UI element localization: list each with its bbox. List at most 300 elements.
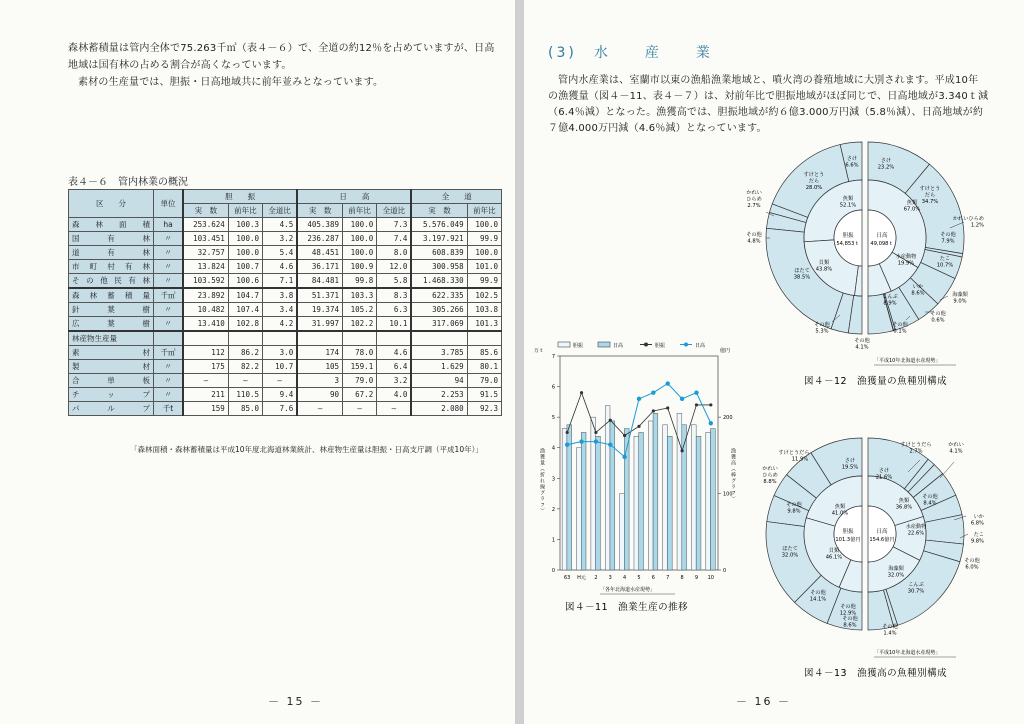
table-cell: 99.8 xyxy=(342,274,376,289)
legend-label: 日高 xyxy=(695,343,706,349)
pie-inner-value: 19.9% xyxy=(897,260,915,267)
chart-title: 図４－12 漁獲量の魚種別構成 xyxy=(804,376,948,387)
pie-inner-value: 52.1% xyxy=(839,202,857,209)
table-cell: 100.0 xyxy=(342,218,376,232)
line-point xyxy=(680,397,684,401)
row-label: 森林蓄積量 xyxy=(69,288,154,303)
table-cell: 622.335 xyxy=(411,288,467,303)
line-point xyxy=(565,442,569,446)
pie-slice-label: ひらめ xyxy=(746,196,762,203)
y-left-tick-label: 7 xyxy=(551,354,555,360)
pie-slice-label: かれい xyxy=(746,190,762,196)
pie-center-label: 日高 xyxy=(876,233,888,239)
line-point xyxy=(694,390,698,394)
row-unit: 〃 xyxy=(154,232,184,246)
table-cell: 102.8 xyxy=(228,317,262,332)
table-cell: 100.0 xyxy=(467,218,501,232)
row-unit: 〃 xyxy=(154,360,184,374)
page-number-16: － 16 － xyxy=(736,695,791,708)
bar-hidaka xyxy=(581,432,586,570)
table-cell: 103.592 xyxy=(183,274,228,289)
table-cell: 100.7 xyxy=(228,260,262,274)
sub-header: 実 数 xyxy=(183,204,228,218)
pie-inner-value: 43.8% xyxy=(815,266,833,273)
table-cell: 99.9 xyxy=(467,232,501,246)
pie-slice-value: 4.8% xyxy=(747,238,761,245)
bar-iburi xyxy=(634,436,639,570)
y-left-tick-label: 1 xyxy=(551,537,555,544)
row-label: 林産物生産量 xyxy=(69,331,154,346)
sub-header: 前年比 xyxy=(228,204,262,218)
bar-iburi xyxy=(691,425,696,570)
pie-slice-label: その他 xyxy=(892,322,908,328)
pie-slice-label: ほたて xyxy=(794,268,810,274)
table-cell: 5.8 xyxy=(377,274,412,289)
legend-label: 日高 xyxy=(613,343,624,349)
pie-slice-label: だら xyxy=(808,178,820,185)
pie-slice-label: かれい xyxy=(762,466,778,472)
line-point xyxy=(637,397,641,401)
table-row xyxy=(69,331,502,346)
table-cell: 32.757 xyxy=(183,246,228,260)
row-unit: 〃 xyxy=(154,246,184,260)
table-cell: 78.0 xyxy=(342,346,376,360)
table-cell: 100.6 xyxy=(228,274,262,289)
table-cell: 175 xyxy=(183,360,228,374)
pie-slice-label: その他 xyxy=(842,616,858,622)
table-cell: 7.1 xyxy=(263,274,298,289)
row-unit: ha xyxy=(154,218,184,232)
table-cell: 4.2 xyxy=(263,317,298,332)
y-left-tick-label: 5 xyxy=(551,415,555,422)
table-cell: 300.958 xyxy=(411,260,467,274)
pie-slice-value: 0.6% xyxy=(931,317,945,324)
table-cell: 13.824 xyxy=(183,260,228,274)
line-point xyxy=(709,421,713,425)
y-left-tick-label: 4 xyxy=(551,445,555,452)
row-unit xyxy=(154,331,184,346)
page-number-15: － 15 － xyxy=(268,695,323,708)
pie-slice-value: 9.0% xyxy=(953,298,967,305)
table-cell: 6.4 xyxy=(377,360,412,374)
table-cell: 253.624 xyxy=(183,218,228,232)
table-cell: 317.069 xyxy=(411,317,467,332)
table-cell: 236.287 xyxy=(297,232,342,246)
table-cell: 90 xyxy=(297,388,342,402)
row-unit: 〃 xyxy=(154,260,184,274)
table-cell: 405.389 xyxy=(297,218,342,232)
pie-slice-label: さけ xyxy=(844,458,856,464)
y-right-tick-label: 0 xyxy=(723,568,727,574)
legend-swatch xyxy=(598,342,610,347)
forestry-table xyxy=(68,189,502,416)
legend-marker xyxy=(644,343,648,347)
bar-hidaka xyxy=(667,436,672,570)
sub-header: 実 数 xyxy=(411,204,467,218)
sub-header: 全道比 xyxy=(377,204,412,218)
bar-iburi xyxy=(605,406,610,570)
table-cell: 4.0 xyxy=(377,388,412,402)
pie-slice-label: かれいひらめ xyxy=(952,216,984,222)
pie-slice-label: こんぶ xyxy=(908,582,924,588)
table-cell: 159 xyxy=(183,402,228,416)
row-unit: 千㎥ xyxy=(154,288,184,303)
pie-slice-label: その他 xyxy=(940,232,956,238)
bar-iburi xyxy=(577,448,582,570)
pie-slice-label: いか xyxy=(912,284,924,290)
pie-inner-value: 36.8% xyxy=(895,504,913,511)
pie-slice-value: 2.7% xyxy=(747,203,761,209)
bar-hidaka xyxy=(596,436,601,570)
table-cell: 2.253 xyxy=(411,388,467,402)
pie-slice-value: 23.2% xyxy=(877,164,895,171)
bar-hidaka xyxy=(653,413,658,570)
table-cell: 103.8 xyxy=(467,303,501,317)
forestry-table-body xyxy=(69,218,502,416)
pie-inner-label: 魚類 xyxy=(898,498,910,504)
row-label: チップ xyxy=(69,388,154,402)
bar-hidaka xyxy=(682,425,687,570)
section-title: (3) 水 産 業 xyxy=(548,45,713,61)
table-cell: 3 xyxy=(297,374,342,388)
row-label: 市町村有林 xyxy=(69,260,154,274)
bar-hidaka xyxy=(711,429,716,570)
pie-slice-label: すけとう xyxy=(919,186,941,192)
table-cell: 103.451 xyxy=(183,232,228,246)
pie-slice-label: かれい xyxy=(948,442,964,448)
sub-header: 全道比 xyxy=(263,204,298,218)
pie-inner-label: 水産動物 xyxy=(905,524,927,530)
row-label: 道有林 xyxy=(69,246,154,260)
pie-slice-label: その他 xyxy=(840,604,856,610)
pie-slice-value: 21.6% xyxy=(875,474,893,481)
line-point xyxy=(580,391,583,394)
table-cell: 101.3 xyxy=(467,317,501,332)
row-unit: 千㎥ xyxy=(154,346,184,360)
pie-slice-value: 34.7% xyxy=(921,199,939,205)
legend-swatch xyxy=(558,342,570,347)
chart-source: 「平成10年北海道水産現勢」 xyxy=(874,358,941,364)
pie-slice-label: たこ xyxy=(939,256,951,262)
legend-label: 胆振 xyxy=(655,343,666,349)
row-unit: 〃 xyxy=(154,388,184,402)
x-tick-label: 10 xyxy=(707,575,715,581)
table-cell: 105.2 xyxy=(342,303,376,317)
table-cell: 7.6 xyxy=(263,402,298,416)
bar-hidaka xyxy=(696,436,701,570)
sub-header: 前年比 xyxy=(467,204,501,218)
table-cell: 84.481 xyxy=(297,274,342,289)
row-label: 製材 xyxy=(69,360,154,374)
pie-slice-value: 1.4% xyxy=(883,630,897,637)
table-row xyxy=(69,360,502,374)
pie-slice-value: 11.9% xyxy=(791,456,809,463)
x-tick-label: 4 xyxy=(623,575,627,581)
pie-slice-label: その他 xyxy=(814,322,830,328)
header-iburi: 胆 振 xyxy=(183,190,297,204)
table-cell: 3.2 xyxy=(263,232,298,246)
pie-slice-label: その他 xyxy=(964,558,980,564)
pie-slice-label: いか xyxy=(973,514,984,520)
table-cell: 159.1 xyxy=(342,360,376,374)
pie-slice-value: 0.1% xyxy=(893,328,907,335)
line-point xyxy=(579,439,583,443)
table-note: 「森林面積・森林蓄積量は平成10年度北海道林業統計、林産物生産量は胆振・日高支庁調（平成10年）」 xyxy=(130,445,483,454)
table-cell: 94 xyxy=(411,374,467,388)
table-cell: 23.892 xyxy=(183,288,228,303)
row-unit: 〃 xyxy=(154,274,184,289)
table-cell: 4.6 xyxy=(263,260,298,274)
pie-slice-value: 2.7% xyxy=(909,448,923,455)
table-cell: 8.0 xyxy=(377,246,412,260)
table-cell xyxy=(263,331,298,346)
pie-inner-label: 貝類 xyxy=(818,260,830,266)
table-cell: 211 xyxy=(183,388,228,402)
table-cell: — xyxy=(228,374,262,388)
pie-slice-value: 10.7% xyxy=(936,262,954,269)
table-cell: 4.6 xyxy=(377,346,412,360)
row-unit: 千t xyxy=(154,402,184,416)
table-cell: 99.9 xyxy=(467,274,501,289)
table-cell: 67.2 xyxy=(342,388,376,402)
pie-slice-value: 8.4% xyxy=(923,500,937,507)
y-right-tick-label: 100 xyxy=(723,491,733,498)
pie-inner-value: 67.0% xyxy=(903,206,921,213)
table-cell: 1.468.330 xyxy=(411,274,467,289)
line-point xyxy=(609,419,612,422)
paragraph-forest-1: 森林蓄積量は管内全体で75.263千㎥（表４－６）で、全道の約12％を占めていますが、日高 xyxy=(68,43,495,54)
chart-source: 「各年北海道水産現勢」 xyxy=(600,587,656,593)
pie-slice-label: 海藻類 xyxy=(952,292,968,298)
pie-slice-value: 32.0% xyxy=(781,552,799,559)
line-point xyxy=(594,439,598,443)
pie-slice-value: 28.0% xyxy=(805,185,823,191)
pie-inner-value: 46.1% xyxy=(825,554,843,561)
pie-slice-value: 5.3% xyxy=(815,328,829,335)
table-cell: 10.482 xyxy=(183,303,228,317)
table-cell: — xyxy=(342,402,376,416)
table-cell: 82.2 xyxy=(228,360,262,374)
table-cell: 112 xyxy=(183,346,228,360)
paragraph-fish-1: 管内水産業は、室蘭市以東の漁船漁業地域と、噴火湾の養殖地域に大別されます。平成10年 xyxy=(558,75,979,86)
pie-center-label: 胆振 xyxy=(842,233,854,239)
table-cell: 2.080 xyxy=(411,402,467,416)
x-tick-label: 9 xyxy=(694,575,699,581)
pie-slice-label: その他 xyxy=(746,232,762,238)
table-cell xyxy=(411,331,467,346)
pie-center-value: 54,853ｔ xyxy=(836,241,860,247)
line-point xyxy=(666,406,669,409)
table-row xyxy=(69,303,502,317)
pie-slice-label: その他 xyxy=(810,590,826,596)
table-cell: 31.997 xyxy=(297,317,342,332)
table-cell: 8.3 xyxy=(377,288,412,303)
table-cell: 51.371 xyxy=(297,288,342,303)
bar-iburi xyxy=(620,494,625,570)
table-cell: — xyxy=(297,402,342,416)
y-left-title: 漁獲量（折れ線グラフ） xyxy=(539,448,545,514)
table-cell: 102.5 xyxy=(467,288,501,303)
line-point xyxy=(608,442,612,446)
table-cell: 92.3 xyxy=(467,402,501,416)
y-left-unit: 万ｔ xyxy=(534,348,545,354)
row-label: 合単板 xyxy=(69,374,154,388)
table-cell: 100.0 xyxy=(228,232,262,246)
pie-slice-label: さけ xyxy=(878,468,890,474)
table-cell xyxy=(297,331,342,346)
x-tick-label: 5 xyxy=(637,575,641,581)
bar-hidaka xyxy=(639,432,644,570)
sub-header: 前年比 xyxy=(342,204,376,218)
table-cell: 3.8 xyxy=(263,288,298,303)
pie-inner-label: 魚類 xyxy=(842,196,854,202)
paragraph-forest-3: 素材の生産量では、胆振・日高地域共に前年並みとなっています。 xyxy=(78,77,384,88)
pie-slice-label: その他 xyxy=(882,624,898,630)
table-row xyxy=(69,374,502,388)
pie-inner-label: 魚類 xyxy=(834,504,846,510)
pie-center-label: 日高 xyxy=(876,529,888,535)
table-cell: 3.785 xyxy=(411,346,467,360)
chart-title: 図４－13 漁獲高の魚種別構成 xyxy=(804,668,948,679)
pie-slice-label: すけとう xyxy=(803,172,825,178)
row-label: 針葉樹 xyxy=(69,303,154,317)
table-cell: — xyxy=(183,374,228,388)
line-point xyxy=(622,455,626,459)
header-unit: 単位 xyxy=(154,190,184,218)
table-cell: 1.629 xyxy=(411,360,467,374)
bar-iburi xyxy=(663,425,668,570)
y-right-tick-label: 200 xyxy=(723,415,733,422)
table-cell: 7.3 xyxy=(377,218,412,232)
row-label: パルプ xyxy=(69,402,154,416)
table-cell: 104.7 xyxy=(228,288,262,303)
pie-slice-label: すけとうだら xyxy=(778,450,810,456)
table-cell: 100.0 xyxy=(342,232,376,246)
x-tick-label: 8 xyxy=(680,575,684,581)
table-cell: 174 xyxy=(297,346,342,360)
table-cell: 79.0 xyxy=(467,374,501,388)
bar-iburi xyxy=(648,421,653,570)
table-cell: 10.7 xyxy=(263,360,298,374)
table-cell: 608.839 xyxy=(411,246,467,260)
line-point xyxy=(623,434,626,437)
table-cell: 9.4 xyxy=(263,388,298,402)
pie-slice-value: 6.0% xyxy=(965,564,979,571)
pie-center-label: 胆振 xyxy=(842,529,854,535)
paragraph-fish-3: （6.4％減）となった。漁獲高では、胆振地域が約６億3.000万円減（5.8％減）、日高地域が約 xyxy=(548,107,984,118)
chart-title: 図４－11 漁業生産の推移 xyxy=(565,602,689,613)
bar-iburi xyxy=(562,429,567,570)
bar-iburi xyxy=(706,432,711,570)
row-label: 森林面積 xyxy=(69,218,154,232)
chart-source: 「平成10年北海道水産現勢」 xyxy=(874,650,941,656)
row-label: 国有林 xyxy=(69,232,154,246)
pie-slice-value: 8.8% xyxy=(763,479,777,485)
y-left-tick-label: 0 xyxy=(551,568,555,574)
table-cell: — xyxy=(263,374,298,388)
pie-slice-label: だら xyxy=(924,192,936,199)
table-row xyxy=(69,274,502,289)
table-cell: 19.374 xyxy=(297,303,342,317)
pie-slice-label: ひらめ xyxy=(762,472,778,479)
row-unit: 〃 xyxy=(154,374,184,388)
x-tick-label: 3 xyxy=(608,575,612,581)
header-category: 区 分 xyxy=(69,190,154,218)
table-cell: 48.451 xyxy=(297,246,342,260)
pie-slice-value: 4.1% xyxy=(949,448,963,455)
x-tick-label: H元 xyxy=(577,575,586,581)
y-right-unit: 億円 xyxy=(720,348,731,354)
pie-slice-value: 12.9% xyxy=(839,610,857,617)
header-all: 全 道 xyxy=(411,190,501,204)
table-row xyxy=(69,288,502,303)
table-cell: 5.576.049 xyxy=(411,218,467,232)
row-label: 素材 xyxy=(69,346,154,360)
row-unit: 〃 xyxy=(154,317,184,332)
table-cell: 305.266 xyxy=(411,303,467,317)
pie-slice-label: その他 xyxy=(786,502,802,508)
sub-header: 実 数 xyxy=(297,204,342,218)
pie-slice-value: 14.1% xyxy=(809,596,827,603)
book-gutter xyxy=(515,0,524,724)
table-row xyxy=(69,317,502,332)
table-cell: 4.5 xyxy=(263,218,298,232)
pie-slice-label: さけ xyxy=(846,156,858,162)
table-cell: 110.5 xyxy=(228,388,262,402)
y-left-tick-label: 3 xyxy=(551,476,555,483)
table-cell: 86.2 xyxy=(228,346,262,360)
pie-slice-value: 8.6% xyxy=(843,622,857,629)
legend-marker xyxy=(684,343,688,347)
table-cell: 7.4 xyxy=(377,232,412,246)
pie-slice-value: 8.9% xyxy=(883,300,897,307)
row-label: その他民有林 xyxy=(69,274,154,289)
y-right-title: 漁獲高（棒グラフ） xyxy=(730,448,736,502)
y-left-tick-label: 2 xyxy=(551,506,555,513)
table-cell: 85.0 xyxy=(228,402,262,416)
table-cell xyxy=(377,331,412,346)
line-point xyxy=(594,431,597,434)
leader-line xyxy=(940,462,954,478)
pie-slice-label: こんぶ xyxy=(882,294,898,300)
x-tick-label: 7 xyxy=(666,575,670,581)
pie-slice-label: その他 xyxy=(930,311,946,317)
pie-center-value: 154.6億円 xyxy=(869,537,895,543)
table-cell: 101.0 xyxy=(467,260,501,274)
pie-slice-value: 38.5% xyxy=(793,274,811,281)
line-point xyxy=(652,409,655,412)
pie-slice-value: 19.5% xyxy=(841,464,859,471)
pie-inner-value: 22.6% xyxy=(907,530,925,537)
fishery-production-chart xyxy=(530,338,748,618)
table-cell xyxy=(467,331,501,346)
table-row xyxy=(69,260,502,274)
pie-slice-label: その他 xyxy=(922,494,938,500)
pie-slice-label: ほたて xyxy=(782,546,798,552)
pie-inner-label: 魚類 xyxy=(906,200,918,206)
table-cell: 13.410 xyxy=(183,317,228,332)
table-row xyxy=(69,402,502,416)
pie-inner-label: 水産動物 xyxy=(895,254,917,260)
row-unit: 〃 xyxy=(154,303,184,317)
pie-slice-value: 9.8% xyxy=(787,508,801,515)
legend-label: 胆振 xyxy=(573,343,584,349)
table-row xyxy=(69,388,502,402)
table-cell: 102.2 xyxy=(342,317,376,332)
line-point xyxy=(637,425,640,428)
table-cell: 36.171 xyxy=(297,260,342,274)
paragraph-fish-4: ７億4.000万円減（4.6％減）となっています。 xyxy=(548,123,767,134)
